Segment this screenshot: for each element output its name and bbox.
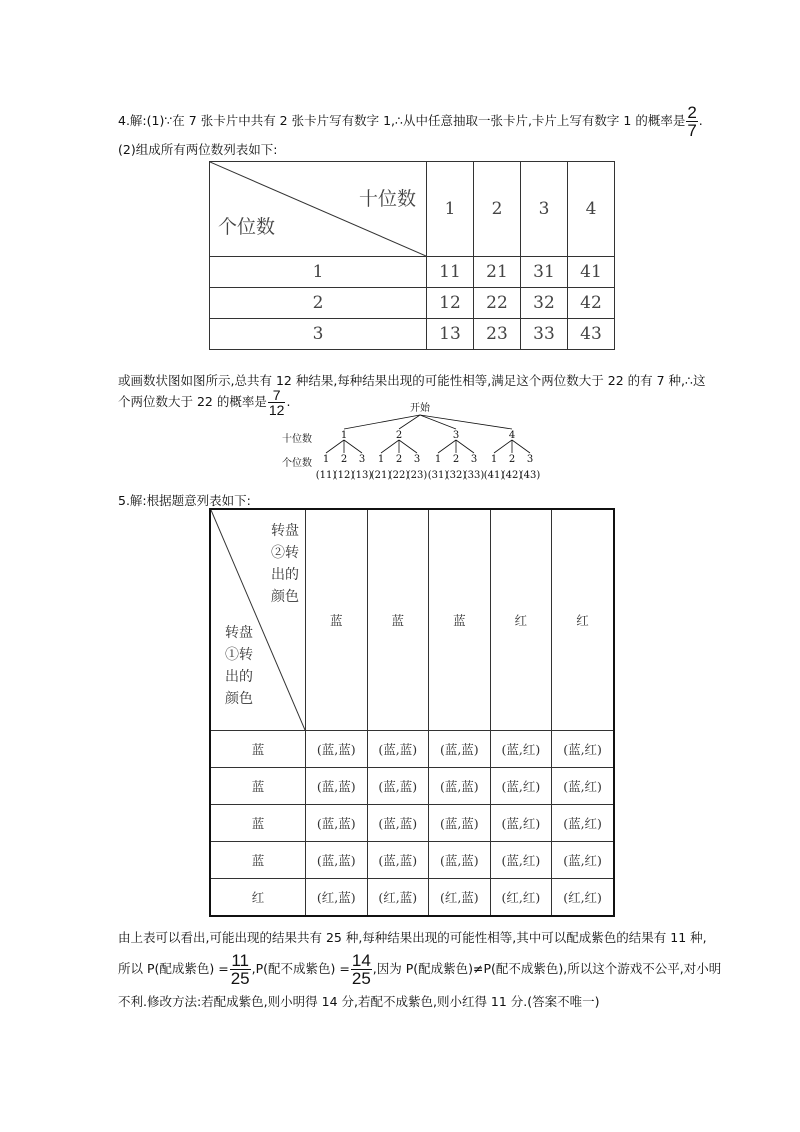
tree-ones-node: 2	[340, 454, 348, 465]
tree-result-label: (33)	[463, 470, 485, 481]
table-cell: (蓝,蓝)	[429, 805, 491, 842]
tree-ones-node: 3	[470, 454, 478, 465]
table-row	[210, 257, 615, 288]
column-header: 蓝	[367, 509, 429, 731]
table-row	[210, 768, 614, 805]
purple-probability-fraction	[230, 952, 251, 987]
q5-line-2: 由上表可以看出,可能出现的结果共有 25 种,每种结果出现的可能性相等,其中可以配成紫色的结果有 11 种,	[118, 930, 707, 945]
tree-branch-line	[494, 440, 512, 453]
table-cell: (红,蓝)	[429, 879, 491, 917]
tree-ones-node: 3	[358, 454, 366, 465]
table-cell: (蓝,红)	[552, 805, 614, 842]
tree-branch-line	[420, 415, 456, 429]
table-cell: 31	[521, 257, 568, 288]
tree-tens-node: 1	[340, 430, 348, 441]
tree-result-label: (12)	[333, 470, 355, 481]
tree-ones-node: 1	[377, 454, 385, 465]
corner-bottom-label: 个位数	[218, 216, 276, 238]
tree-branch-line	[512, 440, 530, 453]
table-cell: 11	[427, 257, 474, 288]
tree-branch-line	[420, 415, 512, 429]
corner-top-line: ②转	[271, 545, 299, 561]
q4-line-1-end: .	[698, 113, 703, 128]
tree-branch-line	[456, 440, 474, 453]
corner-bottom-line: ①转	[225, 647, 253, 663]
corner-top-line: 颜色	[271, 589, 299, 605]
table-cell: (蓝,蓝)	[306, 805, 368, 842]
q5-line-3-text-a: 所以 P(配成紫色) =	[118, 961, 229, 976]
table-cell: 42	[568, 288, 615, 319]
fraction-denominator: 12	[268, 402, 285, 418]
tree-tens-node: 4	[508, 430, 516, 441]
tree-branches	[316, 415, 541, 481]
table-header-row	[210, 162, 615, 257]
tree-result-label: (13)	[351, 470, 373, 481]
table-corner-cell	[210, 509, 306, 731]
tree-result-label: (23)	[406, 470, 428, 481]
q4-line-4-text: 个两位数大于 22 的概率是	[118, 394, 267, 409]
tree-branch-line	[326, 440, 344, 453]
table-cell: (蓝,蓝)	[367, 805, 429, 842]
tree-ones-node: 1	[322, 454, 330, 465]
q4-line-2: (2)组成所有两位数列表如下:	[118, 142, 278, 157]
q5-line-3-text-b: ,P(配不成紫色) =	[251, 961, 350, 976]
tree-result-label: (32)	[445, 470, 467, 481]
table-row	[210, 319, 615, 350]
tree-result-label: (22)	[388, 470, 410, 481]
q5-line-4: 不利.修改方法:若配成紫色,则小明得 14 分,若配不成紫色,则小红得 11 分.(答案不唯一)	[118, 994, 600, 1009]
tree-root-label: 开始	[410, 403, 430, 414]
tree-branch-line	[399, 440, 417, 453]
fraction-numerator: 2	[687, 103, 697, 122]
table-cell: (蓝,蓝)	[306, 842, 368, 879]
table-cell: (蓝,红)	[552, 731, 614, 768]
table-cell: (红,红)	[490, 879, 552, 917]
table-cell: (红,红)	[552, 879, 614, 917]
corner-top-line: 转盘	[271, 523, 299, 539]
tree-ones-node: 3	[413, 454, 421, 465]
tree-result-label: (41)	[483, 470, 505, 481]
table-cell: (红,蓝)	[306, 879, 368, 917]
q5-line-1: 5.解:根据题意列表如下:	[118, 493, 251, 508]
tree-diagram	[270, 400, 560, 484]
corner-bottom-line: 出的	[225, 669, 253, 685]
table-cell: (蓝,蓝)	[367, 842, 429, 879]
table-cell: (蓝,蓝)	[429, 731, 491, 768]
table-header-row	[210, 509, 614, 731]
row-header: 蓝	[210, 805, 306, 842]
tree-ones-node: 1	[490, 454, 498, 465]
table-cell: 23	[474, 319, 521, 350]
row-header: 蓝	[210, 731, 306, 768]
column-header: 2	[474, 162, 521, 257]
tree-ones-label: 个位数	[282, 458, 312, 469]
tree-result-label: (11)	[315, 470, 337, 481]
table-cell: (蓝,红)	[490, 768, 552, 805]
column-header: 1	[427, 162, 474, 257]
column-header: 红	[490, 509, 552, 731]
tree-branch-line	[438, 440, 456, 453]
fraction-denominator: 25	[351, 969, 371, 988]
table-cell: (蓝,红)	[490, 842, 552, 879]
tree-tens-label: 十位数	[282, 434, 312, 445]
table-row	[210, 879, 614, 917]
row-header: 蓝	[210, 842, 306, 879]
table-cell: 22	[474, 288, 521, 319]
q4-probability-fraction	[686, 104, 697, 139]
two-digit-number-table	[209, 161, 615, 350]
table-cell: (蓝,红)	[490, 805, 552, 842]
table-row	[210, 288, 615, 319]
fraction-numerator: 7	[272, 387, 281, 403]
table-cell: (蓝,蓝)	[429, 768, 491, 805]
corner-top-label: 十位数	[358, 188, 416, 210]
table-cell: (蓝,蓝)	[306, 768, 368, 805]
table-cell: 33	[521, 319, 568, 350]
column-header: 4	[568, 162, 615, 257]
fraction-numerator: 11	[231, 951, 249, 970]
fraction-numerator: 14	[351, 951, 371, 970]
row-header: 蓝	[210, 768, 306, 805]
q5-line-3-text-c: ,因为 P(配成紫色)≠P(配不成紫色),所以这个游戏不公平,对小明	[372, 961, 722, 976]
corner-top-line: 出的	[271, 567, 299, 583]
table-cell: 41	[568, 257, 615, 288]
tree-result-label: (31)	[427, 470, 449, 481]
table-cell: (红,蓝)	[367, 879, 429, 917]
tree-branch-line	[381, 440, 399, 453]
fraction-denominator: 25	[230, 969, 250, 988]
column-header: 3	[521, 162, 568, 257]
table-cell: 32	[521, 288, 568, 319]
tree-result-label: (42)	[501, 470, 523, 481]
table-cell: 12	[427, 288, 474, 319]
row-header: 1	[210, 257, 427, 288]
column-header: 蓝	[306, 509, 368, 731]
corner-bottom-line: 颜色	[225, 691, 253, 707]
row-header: 2	[210, 288, 427, 319]
column-header: 蓝	[429, 509, 491, 731]
table-row	[210, 805, 614, 842]
corner-bottom-label	[225, 622, 253, 710]
table-cell: 13	[427, 319, 474, 350]
table-cell: (蓝,红)	[552, 768, 614, 805]
tree-tens-node: 3	[452, 430, 460, 441]
table-cell: (蓝,红)	[490, 731, 552, 768]
row-header: 3	[210, 319, 427, 350]
q4-line-3: 或画数状图如图所示,总共有 12 种结果,每种结果出现的可能性相等,满足这个两位数大于 22 的有 7 种,∴这	[118, 373, 706, 388]
q4-line-1	[118, 104, 703, 139]
tree-ones-node: 2	[508, 454, 516, 465]
corner-bottom-line: 转盘	[225, 625, 253, 641]
table-row	[210, 731, 614, 768]
table-cell: (蓝,红)	[552, 842, 614, 879]
not-purple-probability-fraction	[351, 952, 372, 987]
corner-top-label	[271, 520, 299, 608]
q4-line-4-end: .	[286, 394, 291, 409]
tree-branch-line	[344, 415, 420, 429]
table-row	[210, 842, 614, 879]
tree-ones-node: 1	[434, 454, 442, 465]
tree-ones-node: 3	[526, 454, 534, 465]
tree-branch-line	[344, 440, 362, 453]
q4-line-4	[118, 388, 290, 417]
table-cell: 21	[474, 257, 521, 288]
spinner-color-table	[209, 508, 615, 917]
tree-ones-node: 2	[452, 454, 460, 465]
table-cell: (蓝,蓝)	[429, 842, 491, 879]
fraction-denominator: 7	[687, 121, 697, 140]
table-cell: 43	[568, 319, 615, 350]
table-corner-cell	[210, 162, 427, 257]
table-cell: (蓝,蓝)	[306, 731, 368, 768]
q5-line-3	[118, 952, 721, 987]
row-header: 红	[210, 879, 306, 917]
table-cell: (蓝,蓝)	[367, 731, 429, 768]
column-header: 红	[552, 509, 614, 731]
q4-line-1-text: 4.解:(1)∵在 7 张卡片中共有 2 张卡片写有数字 1,∴从中任意抽取一张卡片,卡片上写有数字 1 的概率是	[118, 113, 686, 128]
tree-result-label: (21)	[370, 470, 392, 481]
table-cell: (蓝,蓝)	[367, 768, 429, 805]
tree-tens-node: 2	[395, 430, 403, 441]
tree-result-label: (43)	[519, 470, 541, 481]
tree-ones-node: 2	[395, 454, 403, 465]
